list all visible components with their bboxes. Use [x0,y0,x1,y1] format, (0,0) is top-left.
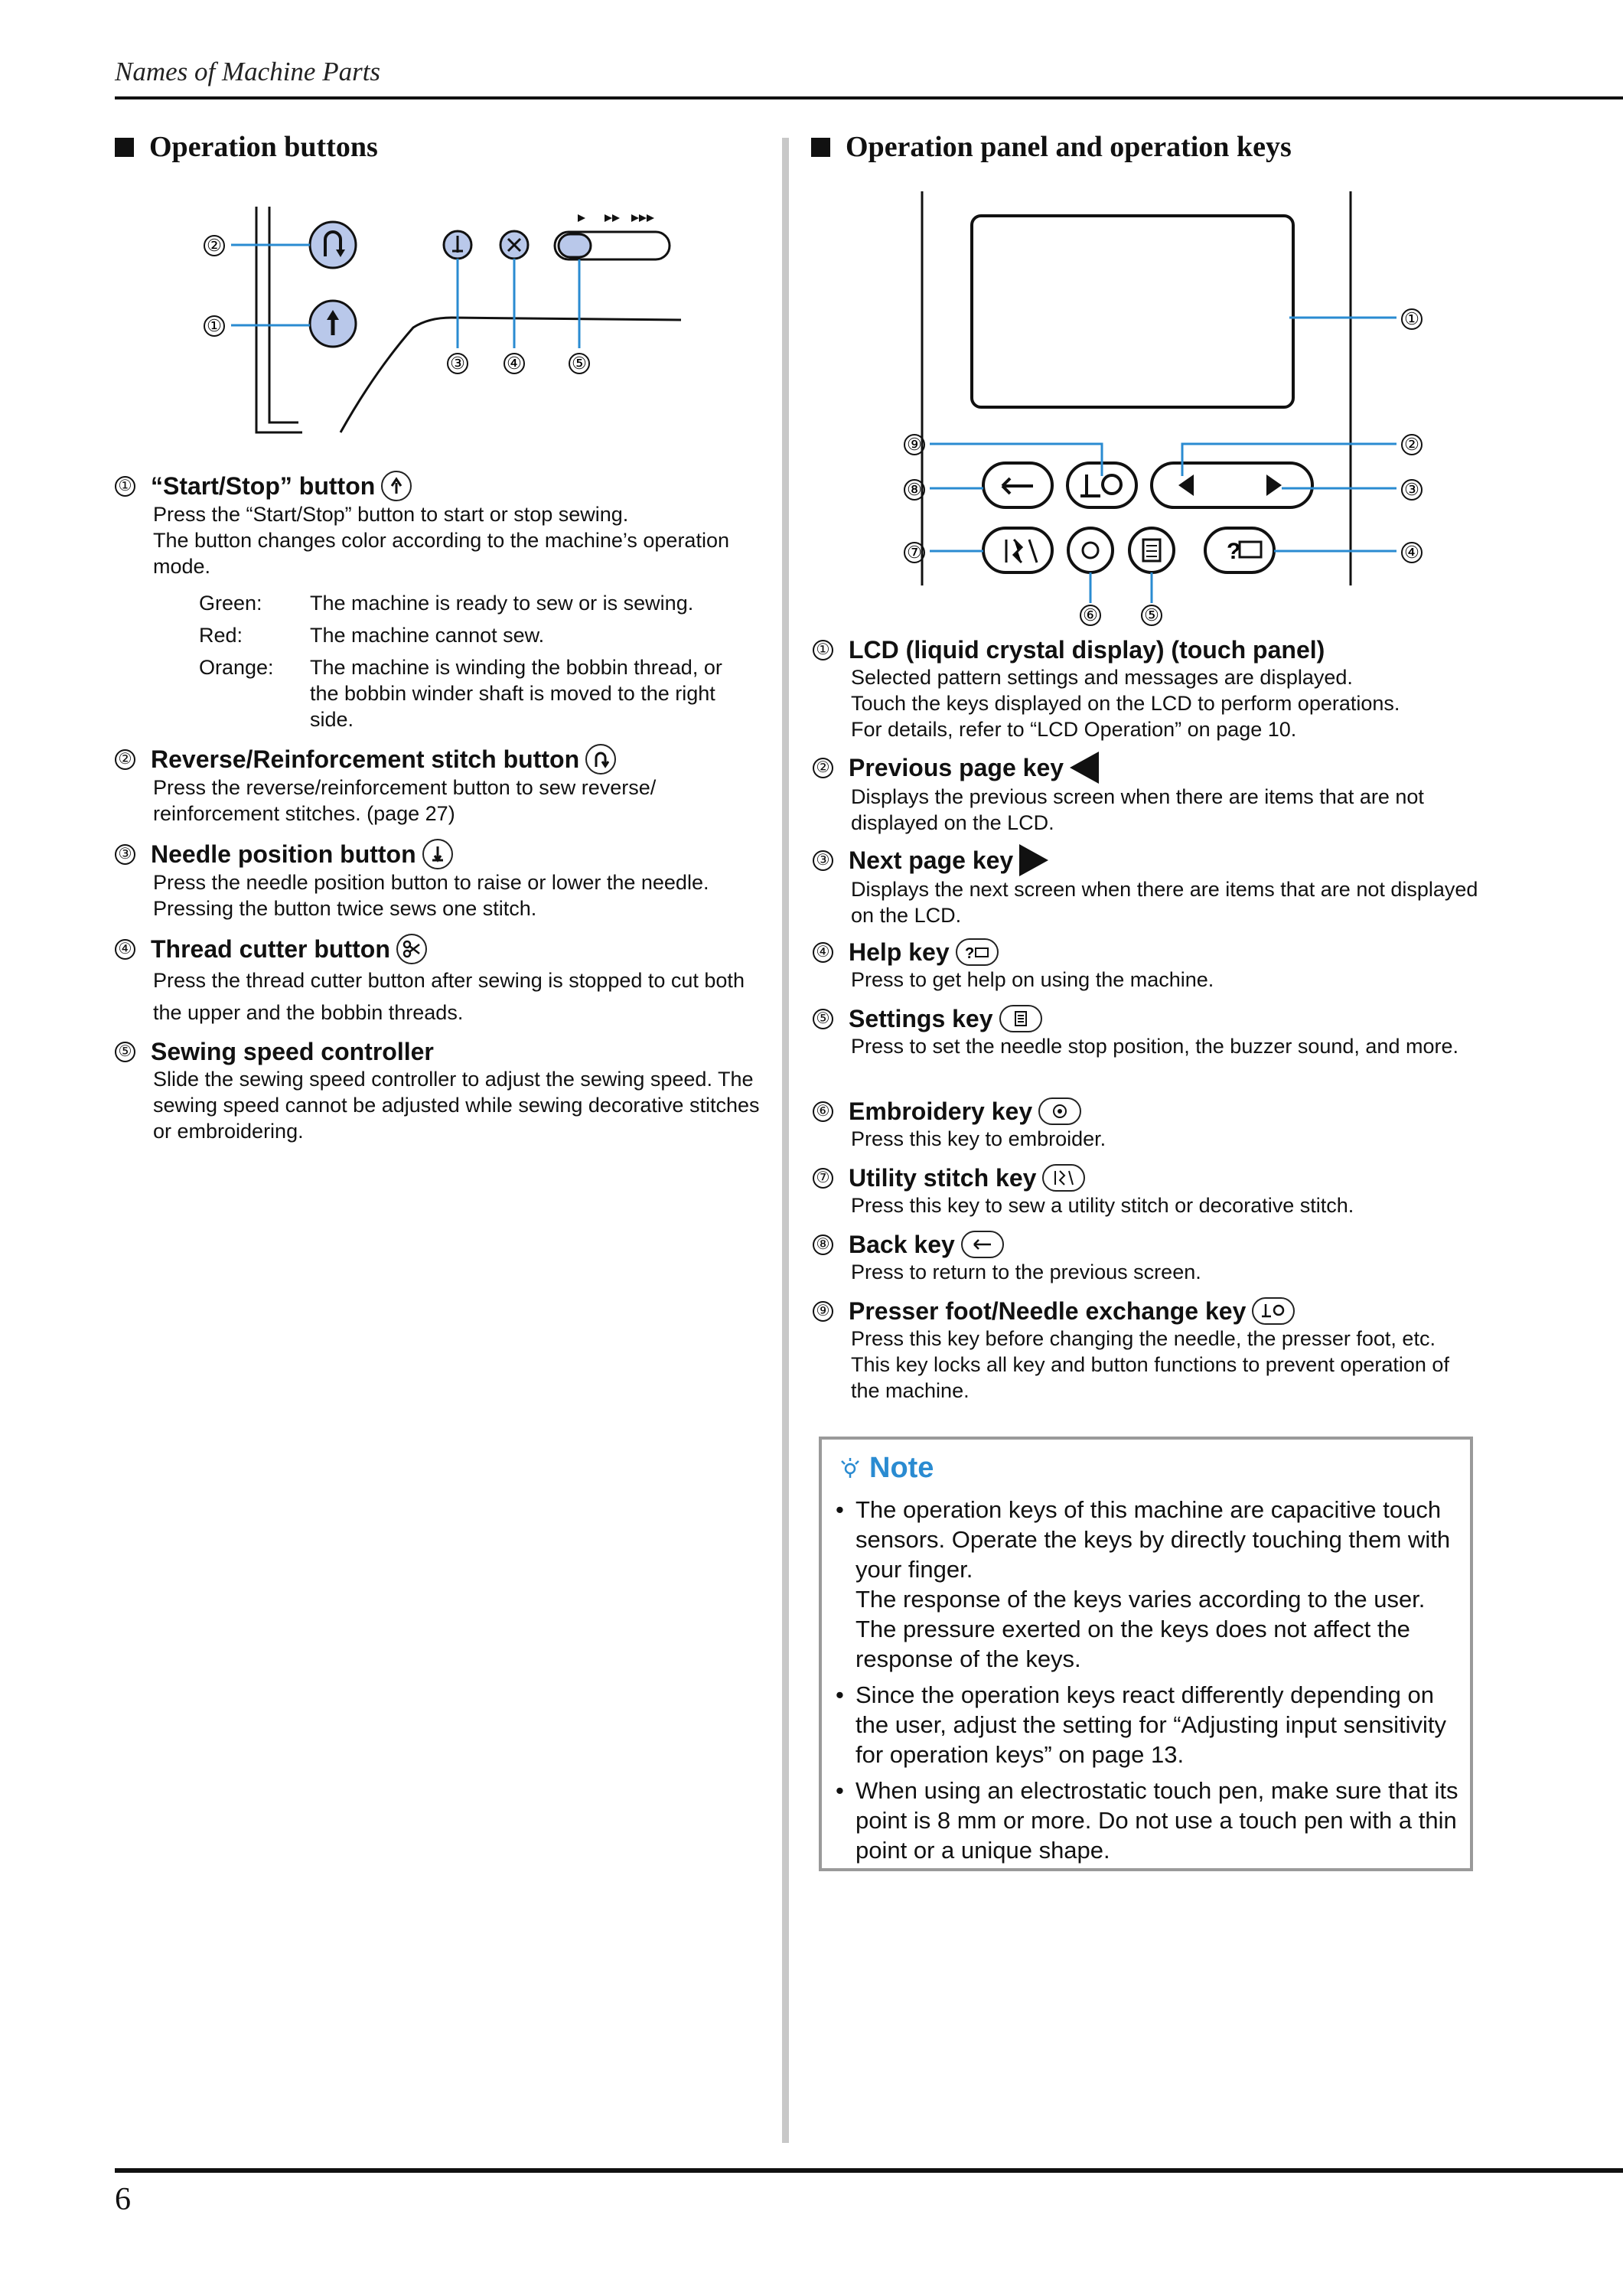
item-text: For details, refer to “LCD Operation” on page 10. [851,718,1297,741]
item-number: ④ [813,942,833,963]
note-lightbulb-icon [839,1456,862,1481]
item-text: Press to set the needle stop position, the buzzer sound, and more. [851,1035,1458,1058]
callout-1: ① [1404,309,1419,328]
section-marker [811,138,830,157]
scissors-icon [396,934,427,964]
note-item [833,1680,1468,1769]
item-lcd [813,635,1478,742]
item-previous-page [813,752,1478,836]
help-key [1205,528,1274,572]
item-speed-controller [115,1037,765,1144]
item-title: Thread cutter button [151,935,390,963]
note-text: Since the operation keys react differently depending on the user, adjust the setting for “Adjusting input sensitivity for operation keys” on page 13. [855,1681,1446,1768]
settings-key [1129,528,1174,572]
callout-9: ⑨ [907,435,922,454]
callout-lines [231,245,579,348]
item-utility-stitch [813,1163,1478,1218]
callout-8: ⑧ [907,480,922,499]
item-title: Needle position button [151,840,416,868]
item-text: Press the needle position button to raise or lower the needle. Pressing the button twice sews one stitch. [153,871,709,920]
item-number: ② [813,758,833,778]
item-back [813,1230,1478,1285]
item-text: Press to return to the previous screen. [851,1261,1201,1283]
note-item [833,1776,1468,1865]
item-number: ⑥ [813,1101,833,1122]
item-number: ① [813,640,833,660]
note-text: The operation keys of this machine are capacitive touch sensors. Operate the keys by directly touching them with your finger. [855,1496,1451,1583]
running-header: Names of Machine Parts [115,57,381,86]
header-rule [115,96,1623,99]
sewing-speed-controller [555,214,670,259]
note-header [839,1452,934,1485]
callout-4: ④ [1404,543,1419,562]
section-title-operation-buttons [115,130,378,164]
callout-6: ⑥ [1083,605,1098,625]
item-title: Help key [849,938,950,966]
callout-2: ② [207,236,222,255]
utility-stitch-key [983,528,1052,572]
page-key-pair [1152,463,1312,507]
item-number: ④ [115,939,135,960]
callout-5: ⑤ [572,354,587,373]
item-text: Selected pattern settings and messages are displayed. [851,666,1353,689]
callout-5: ⑤ [1144,605,1159,625]
item-text: Press this key to sew a utility stitch or decorative stitch. [851,1194,1354,1217]
callout-3: ③ [450,354,465,373]
item-number: ③ [115,844,135,865]
item-text: Displays the previous screen when there are items that are not displayed on the LCD. [851,785,1424,834]
item-text: Slide the sewing speed controller to adjust the sewing speed. The sewing speed cannot be adjusted while sewing decorative stitches or embroidering. [153,1068,760,1143]
callout-2: ② [1404,435,1419,454]
item-text: Press the reverse/reinforcement button to sew reverse/ reinforcement stitches. (page 27) [153,776,657,825]
item-help [813,938,1478,993]
item-text: The button changes color according to the machine’s operation mode. [153,529,729,578]
item-title: Settings key [849,1005,993,1032]
item-number: ⑧ [813,1234,833,1255]
item-text: Press the “Start/Stop” button to start or stop sewing. [153,503,629,526]
item-needle-position [115,839,765,921]
column-divider [782,138,789,2143]
item-embroidery [813,1097,1478,1152]
color-description: The machine cannot sew. [310,624,545,647]
item-title: Next page key [849,846,1014,874]
section-title-text: Operation buttons [149,131,378,163]
item-number: ⑤ [115,1042,135,1062]
item-number: ① [115,476,135,497]
section-title-operation-panel [811,130,1292,164]
settings-icon [999,1005,1042,1032]
back-icon [961,1231,1004,1258]
item-number: ② [115,749,135,770]
back-key [983,463,1052,507]
svg-text:?: ? [964,945,974,960]
item-text: Press this key before changing the needle, the presser foot, etc. This key locks all key and button functions to prevent operation of the machine. [851,1327,1449,1402]
color-state-list [153,590,765,732]
section-title-text: Operation panel and operation keys [846,131,1292,163]
callout-3: ③ [1404,480,1419,499]
item-thread-cutter [115,934,765,1029]
lcd-screen [972,216,1293,407]
svg-text:?: ? [1227,539,1241,564]
color-description: The machine is winding the bobbin thread, or the bobbin winder shaft is moved to the right side. [310,656,722,731]
footer-rule [115,2168,1623,2173]
start-stop-icon [381,471,412,501]
item-title: Utility stitch key [849,1164,1037,1192]
embroidery-key [1068,528,1113,572]
callout-4: ④ [507,354,522,373]
note-list [833,1495,1468,1871]
item-title: Embroidery key [849,1097,1033,1125]
item-presser-foot [813,1296,1478,1404]
item-text: Touch the keys displayed on the LCD to perform operations. [851,692,1400,715]
callout-1: ① [207,316,222,335]
section-marker [115,138,134,157]
note-title: Note [869,1452,934,1484]
utility-stitch-icon [1042,1164,1085,1192]
operation-panel-diagram [857,184,1462,628]
item-title: Previous page key [849,754,1064,781]
item-number: ⑨ [813,1301,833,1322]
item-text: Press to get help on using the machine. [851,968,1214,991]
item-text: Displays the next screen when there are items that are not displayed on the LCD. [851,878,1478,927]
previous-arrow-icon [1070,752,1099,784]
color-description: The machine is ready to sew or is sewing. [310,592,694,615]
thread-cutter-button [500,231,528,259]
page-number: 6 [115,2182,131,2217]
start-stop-button [310,301,356,347]
help-icon [956,938,999,966]
item-title: “Start/Stop” button [151,472,376,500]
item-text: Press the thread cutter button after sewing is stopped to cut both the upper and the bobbin threads. [153,969,745,1024]
embroidery-icon [1038,1097,1081,1125]
reverse-stitch-button [310,222,356,268]
reverse-stitch-icon [585,744,616,775]
operation-buttons-diagram [184,184,704,444]
color-label: Green: [199,592,262,615]
next-arrow-icon [1019,844,1048,876]
needle-position-icon [422,839,453,869]
note-item [833,1495,1468,1674]
item-title: Presser foot/Needle exchange key [849,1297,1247,1325]
item-title: Reverse/Reinforcement stitch button [151,745,580,773]
callout-7: ⑦ [907,543,922,562]
item-settings [813,1004,1478,1059]
item-title: LCD (liquid crystal display) (touch panel) [849,636,1325,664]
item-next-page [813,844,1478,928]
item-number: ③ [813,850,833,871]
item-reverse-stitch [115,744,765,827]
needle-position-button [444,231,471,259]
color-label: Orange: [199,656,274,679]
note-box [819,1437,1473,1871]
item-start-stop [115,471,765,739]
presser-foot-icon [1252,1297,1295,1325]
note-subtext: The response of the keys varies according to the user. The pressure exerted on the keys does not affect the response of the keys. [855,1586,1426,1672]
item-title: Sewing speed controller [151,1038,434,1065]
note-text: When using an electrostatic touch pen, make sure that its point is 8 mm or more. Do not use a touch pen with a thin point or a unique shape. [855,1777,1458,1864]
item-number: ⑤ [813,1009,833,1029]
item-text: Press this key to embroider. [851,1127,1106,1150]
color-label: Red: [199,624,243,647]
item-number: ⑦ [813,1168,833,1189]
item-title: Back key [849,1231,955,1258]
